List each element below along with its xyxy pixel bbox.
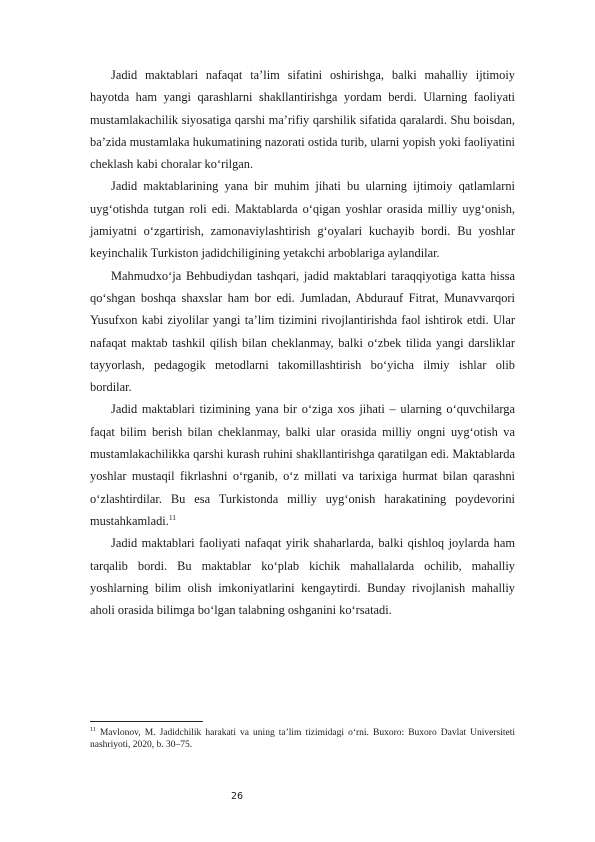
paragraph-2: [90, 175, 515, 264]
paragraph-1: [90, 64, 515, 175]
document-body: [90, 64, 515, 621]
footnote-reference[interactable]: 11: [168, 512, 177, 522]
paragraph-3: [90, 265, 515, 399]
paragraph-2-text: Jadid maktablarining yana bir muhim jihati bu ularning ijtimoiy qatlamlarni uyg‘otishda tutgan roli edi. Maktablarda o‘qigan yoshlar orasida milliy uyg‘onish, jamiyatni o‘zgartirish, zamonaviylashtirish g‘oyalari kuchayib bordi. Bu yoshlar keyinchalik Turkiston jadidchiligining yetakchi arboblariga aylandilar.: [90, 179, 515, 261]
footnote-number: 11: [90, 726, 96, 733]
paragraph-4-text: Jadid maktablari tizimining yana bir o‘ziga xos jihati – ularning o‘quvchilarga faqat bilim berish bilan cheklanmay, balki ular orasida milliy ongni uyg‘otish va mustamlakachilikka qarshi kurash ruhini shakllantirishga qaratilgan edi. Maktablarda yoshlar mustaqil fikrlashni o‘rganib, o‘z millati va tarixiga hurmat bilan qarashni o‘zlashtirdilar. Bu esa Turkistonda milliy uyg‘onish harakatining poydevorini mustahkamladi.: [90, 402, 515, 528]
footnote-divider: [90, 721, 203, 722]
paragraph-5-text: Jadid maktablari faoliyati nafaqat yirik shaharlarda, balki qishloq joylarda ham tarqalib bordi. Bu maktablar ko‘plab kichik mahallalarda ochilib, mahalliy yoshlarning bilim olish imkoniyatlarini kengaytirdi. Bunday rivojlanish mahalliy aholi orasida bilimga bo‘lgan talabning oshganini ko‘rsatadi.: [90, 536, 515, 618]
paragraph-3-text: Mahmudxo‘ja Behbudiydan tashqari, jadid maktablari taraqqiyotiga katta hissa qo‘shgan boshqa shaxslar ham bor edi. Jumladan, Abdurauf Fitrat, Munavvarqori Yusufxon kabi ziyolilar yangi ta’lim tizimini rivojlantirishda faol ishtirok etdi. Ular nafaqat maktab tashkil qilish bilan cheklanmay, balki o‘zbek tilida yangi darsliklar tayyorlash, pedagogik metodlarni takomillashtirish bo‘yicha ilmiy ishlar olib bordilar.: [90, 268, 515, 395]
paragraph-1-text: Jadid maktablari nafaqat ta’lim sifatini oshirishga, balki mahalliy ijtimoiy hayotda ham yangi qarashlarni shakllantirishga yordam berdi. Ularning faoliyati mustamlakachilik siyosatiga qarshi ma’rifiy qarshilik sifatida qaralardi. Shu boisdan, ba’zida mustamlaka hukumatining nazorati ostida turib, ularni yopish yoki faoliyatini cheklash kabi choralar ko‘rilgan.: [90, 68, 515, 172]
footnote-text: Mavlonov, M. Jadidchilik harakati va uning ta’lim tizimidagi o‘rni. Buxoro: Buxoro Davlat Universiteti nashriyoti, 2020, b. 30–75.: [90, 728, 516, 750]
page-number: 26: [231, 791, 244, 802]
paragraph-4: [90, 398, 515, 532]
paragraph-5: [90, 532, 515, 621]
footnote: [90, 728, 515, 751]
